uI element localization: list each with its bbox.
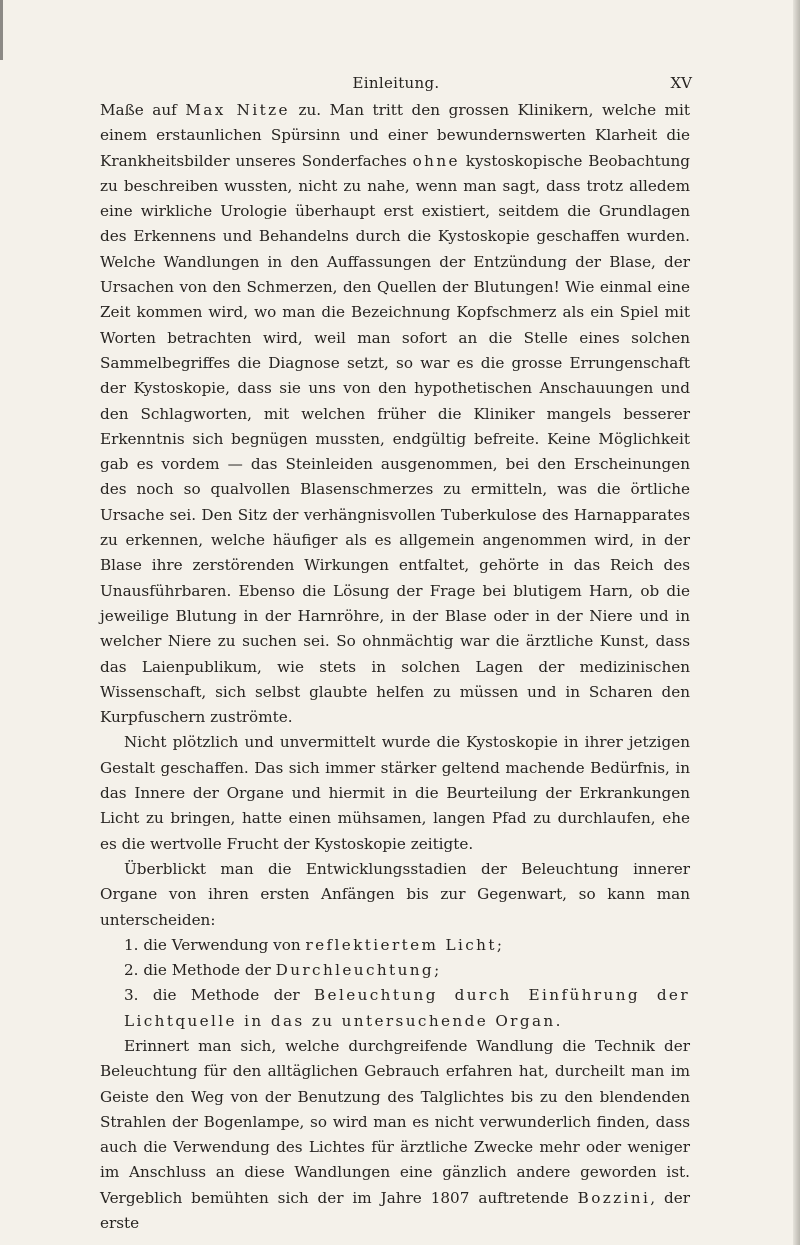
emphasis: Beleuchtung durch Einführung der Lichtquelle in das zu untersuchende Organ: [124, 986, 690, 1030]
text-run: Erinnert man sich, welche durchgreifende Wandlung die Technik der Beleuchtung für den alltäglichen Gebrauch erfahren hat, durcheilt man im Geiste den Weg von der Benutzung des Talglichtes bis zu den blendenden Strahlen der Bogenlampe, so wird man es nicht verwunderlich finden, dass auch die Verwendung des Lichtes für ärztliche Zwecke mehr oder weniger im Anschluss an diese Wandlungen eine gänzlich andere geworden ist. Vergeblich bemühten sich der im Jahre 1807 auftretende: [100, 1036, 690, 1207]
emphasis: Durchleuchtung: [275, 961, 435, 980]
method-list: [100, 933, 690, 1034]
text-run: , der erste: [100, 1188, 690, 1233]
emphasis: reflektiertem Licht: [305, 935, 497, 954]
paragraph-2: Nicht plötzlich und unvermittelt wurde die Kystoskopie in ihrer jetzigen Gestalt geschaffen. Das sich immer stärker geltend machende Bedürfnis, in das Innere der Organe und hiermit in die Beurteilung der Erkrankungen Licht zu bringen, hatte einen mühsamen, langen Pfad zu durchlaufen, ehe es die wertvolle Frucht der Kystoskopie zeitigte.: [100, 733, 690, 853]
scan-edge-right: [793, 0, 800, 1245]
text-run: die Methode der: [143, 961, 276, 980]
page-header: [100, 74, 692, 96]
list-item: [100, 958, 690, 983]
paragraph-1: [100, 98, 690, 730]
list-item: [100, 983, 690, 1034]
author-name: Max Nitze: [185, 101, 290, 119]
author-name: Bozzini: [577, 1188, 651, 1207]
text-run: die Methode der: [152, 986, 314, 1005]
text-run: kystoskopische Beobachtung zu beschreiben wussten, nicht zu nahe, wenn man sagt, dass trotz alledem eine wirkliche Urologie überhaupt erst existiert, seitdem die Grundlagen des Erkennens und Behandelns durch die Kystoskopie geschaffen wurden. Welche Wandlungen in den Auffassungen der Entzündung der Blase, der Ursachen von den Schmerzen, den Quellen der Blutungen! Wie einmal eine Zeit kommen wird, wo man die Bezeichnung Kopfschmerz als ein Spiel mit Worten betrachten wird, weil man sofort an die Stelle eines solchen Sammelbegriffes die Diagnose setzt, so war es die grosse Errungenschaft der Kystoskopie, dass sie uns von den hypothetischen Anschauungen und den Schlagworten, mit welchen früher die Kliniker mangels besserer Erkenntnis sich begnügen mussten, endgültig befreite. Keine Möglichkeit gab es vordem — das Steinleiden ausgenommen, bei den Erscheinungen des noch so qualvollen Blasenschmerzes zu ermitteln, was die örtliche Ursache sei. Den Sitz der verhängnisvollen Tuberkulose des Harnapparates zu erkennen, welche häufiger als es allgemein angenommen wird, in der Blase ihre zerstörenden Wirkungen entfaltet, gehörte in das Reich des Unausführbaren. Ebenso die Lösung der Frage bei blutigem Harn, ob die jeweilige Blutung in der Harnröhre, in der Blase oder in der Niere und in welcher Niere zu suchen sei. So ohnmächtig war die ärztliche Kunst, dass das Laienpublikum, wie stets in solchen Lagen der medizinischen Wissenschaft, sich selbst glaubte helfen zu müssen und in Scharen den Kurpfuschern zuströmte.: [100, 151, 690, 727]
list-number: 3.: [124, 986, 139, 1005]
list-number: 2.: [124, 961, 139, 980]
page-number: XV: [670, 74, 692, 92]
text-run: zu. Man tritt den grossen Klinikern, welche mit einem erstaunlichen Spürsinn und einer bewundernswerten Klarheit die Krankheitsbilder unseres Sonderfaches: [100, 101, 690, 170]
paragraph-3: Überblickt man die Entwicklungsstadien der Beleuchtung innerer Organe von ihren ersten Anfängen bis zur Gegenwart, so kann man unterscheiden:: [100, 859, 690, 929]
body-text: [100, 98, 690, 1236]
scan-edge-left: [0, 0, 3, 60]
text-run: Maße auf: [100, 101, 186, 119]
emphasis: ohne: [412, 151, 460, 170]
text-run: ;: [434, 961, 440, 980]
list-number: 1.: [124, 935, 139, 954]
text-run: die Verwendung von: [143, 935, 306, 954]
running-head: Einleitung.: [352, 74, 440, 92]
paragraph-4: [100, 1034, 690, 1236]
list-item: [100, 933, 690, 958]
text-run: ;: [496, 935, 502, 954]
text-run: .: [555, 1011, 561, 1030]
